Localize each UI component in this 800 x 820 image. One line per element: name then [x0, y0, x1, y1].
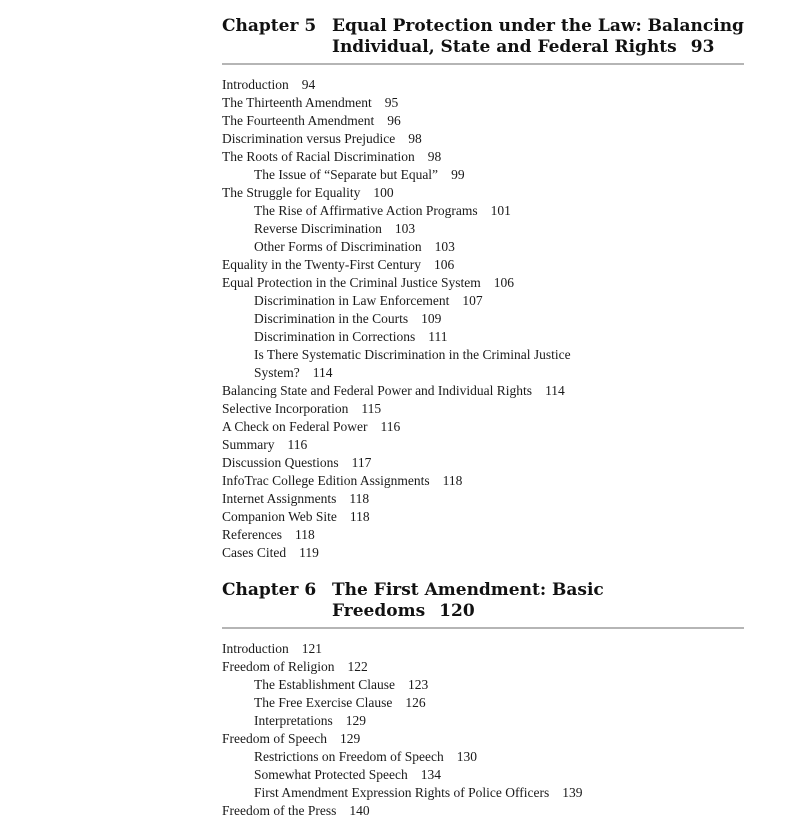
chapter-title: Equal Protection under the Law: Balancing Individual, State and Federal Rights: [332, 16, 744, 57]
toc-entry: [222, 202, 744, 220]
toc-entry: [222, 454, 744, 472]
toc-entry-page: 95: [384, 95, 399, 110]
toc-entry-title: Internet Assignments: [222, 491, 337, 506]
toc-entry-list: [222, 640, 744, 820]
toc-entry-title: Discrimination in Corrections: [254, 329, 416, 344]
chapter-heading: [222, 16, 744, 65]
toc-entry-page: 109: [421, 311, 442, 326]
toc-entry-page: 111: [428, 329, 448, 344]
toc-entry: [222, 76, 744, 94]
toc-entry-title: Discrimination in the Courts: [254, 311, 409, 326]
chapter-title-group: [332, 580, 744, 622]
toc-entry-title: Other Forms of Discrimination: [254, 239, 422, 254]
chapter-6-section: [222, 580, 744, 820]
toc-entry-page: 116: [380, 419, 401, 434]
toc-entry-title: Discussion Questions: [222, 455, 339, 470]
toc-entry: [222, 472, 744, 490]
toc-entry-title: The Rise of Affirmative Action Programs: [254, 203, 478, 218]
toc-entry-title: Restrictions on Freedom of Speech: [254, 749, 444, 764]
toc-entry: [222, 640, 744, 658]
toc-entry-page: 123: [407, 677, 429, 692]
toc-entry-title: Freedom of Speech: [222, 731, 327, 746]
toc-entry-title: A Check on Federal Power: [222, 419, 368, 434]
toc-entry: [222, 766, 744, 784]
toc-entry: [222, 490, 744, 508]
toc-entry-title: Cases Cited: [222, 545, 287, 560]
toc-entry-title: Discrimination versus Prejudice: [222, 131, 396, 146]
toc-entry-page: 106: [434, 257, 455, 272]
toc-entry: [222, 166, 744, 184]
toc-entry-page: 139: [562, 785, 583, 800]
toc-entry-title: Somewhat Protected Speech: [254, 767, 408, 782]
toc-entry-page: 118: [349, 509, 370, 524]
toc-entry: [222, 694, 744, 712]
toc-entry: [222, 544, 744, 562]
toc-entry: [222, 130, 744, 148]
toc-entry-title: Balancing State and Federal Power and Individual Rights: [222, 383, 533, 398]
toc-entry-page: 134: [420, 767, 441, 782]
toc-entry: [222, 436, 744, 454]
toc-entry-title: Discrimination in Law Enforcement: [254, 293, 450, 308]
toc-entry-title: First Amendment Expression Rights of Police Officers: [254, 785, 550, 800]
toc-entry-page: 129: [345, 713, 366, 728]
toc-entry-title: The Free Exercise Clause: [254, 695, 393, 710]
toc-entry-page: 98: [408, 131, 422, 146]
toc-entry-page: 140: [349, 803, 370, 818]
toc-entry-page: 98: [427, 149, 442, 164]
toc-entry-page: 107: [462, 293, 483, 308]
toc-entry: [222, 112, 744, 130]
toc-entry-page: 101: [490, 203, 511, 218]
toc-entry-title: Is There Systematic Discrimination in the Criminal Justice System?: [254, 347, 571, 380]
toc-entry: [222, 346, 614, 382]
toc-entry-page: 114: [312, 365, 333, 380]
toc-entry: [222, 400, 744, 418]
chapter-heading: [222, 580, 744, 629]
chapter-title: The First Amendment: Basic Freedoms: [332, 580, 604, 621]
toc-entry-page: 121: [301, 641, 322, 656]
toc-entry-page: 116: [287, 437, 308, 452]
toc-entry-page: 118: [442, 473, 463, 488]
toc-entry-title: Introduction: [222, 77, 289, 92]
toc-entry: [222, 418, 744, 436]
toc-entry-title: Freedom of Religion: [222, 659, 335, 674]
toc-entry-title: Freedom of the Press: [222, 803, 337, 818]
toc-entry-page: 118: [349, 491, 370, 506]
toc-entry-page: 100: [373, 185, 394, 200]
toc-entry-page: 129: [339, 731, 361, 746]
toc-entry: [222, 292, 744, 310]
chapter-page-number: 93: [690, 37, 715, 57]
toc-entry: [222, 784, 744, 802]
toc-entry: [222, 94, 744, 112]
toc-entry-page: 117: [351, 455, 372, 470]
toc-entry-page: 122: [347, 659, 368, 674]
toc-entry-title: Introduction: [222, 641, 289, 656]
toc-entry-page: 103: [394, 221, 416, 236]
toc-entry-page: 114: [545, 383, 565, 398]
toc-entry: [222, 256, 744, 274]
toc-entry: [222, 526, 744, 544]
toc-entry-page: 103: [434, 239, 455, 254]
chapter-page-number: 120: [439, 601, 475, 621]
toc-entry-page: 96: [387, 113, 401, 128]
toc-entry: [222, 802, 744, 820]
toc-entry-page: 119: [299, 545, 319, 560]
toc-entry-page: 130: [456, 749, 477, 764]
toc-entry-list: [222, 76, 744, 562]
chapter-label: Chapter 6: [222, 580, 317, 600]
toc-entry-page: 115: [361, 401, 382, 416]
toc-entry-page: 94: [301, 77, 316, 92]
toc-entry-page: 118: [294, 527, 315, 542]
toc-entry: [222, 238, 744, 256]
toc-entry: [222, 220, 744, 238]
toc-entry-title: The Struggle for Equality: [222, 185, 361, 200]
toc-entry: [222, 712, 744, 730]
toc-entry: [222, 676, 744, 694]
toc-entry: [222, 274, 744, 292]
toc-entry-title: Summary: [222, 437, 275, 452]
toc-entry: [222, 328, 744, 346]
toc-entry-title: InfoTrac College Edition Assignments: [222, 473, 430, 488]
toc-entry-title: Equality in the Twenty-First Century: [222, 257, 422, 272]
toc-entry-title: The Thirteenth Amendment: [222, 95, 372, 110]
toc-entry-title: Reverse Discrimination: [254, 221, 382, 236]
toc-entry-title: Companion Web Site: [222, 509, 337, 524]
chapter-label: Chapter 5: [222, 16, 317, 36]
toc-entry-page: 99: [451, 167, 465, 182]
toc-entry: [222, 310, 744, 328]
toc-entry-title: The Issue of “Separate but Equal”: [254, 167, 439, 182]
chapter-title-group: [332, 16, 744, 58]
toc-entry-title: The Establishment Clause: [254, 677, 395, 692]
toc-entry: [222, 382, 744, 400]
toc-entry-title: Equal Protection in the Criminal Justice System: [222, 275, 481, 290]
toc-entry: [222, 730, 744, 748]
toc-entry-title: The Roots of Racial Discrimination: [222, 149, 415, 164]
chapter-5-section: [222, 16, 744, 562]
toc-entry: [222, 184, 744, 202]
toc-entry-title: Interpretations: [254, 713, 333, 728]
toc-entry-page: 106: [493, 275, 514, 290]
toc-entry: [222, 658, 744, 676]
toc-entry: [222, 748, 744, 766]
toc-entry-title: Selective Incorporation: [222, 401, 349, 416]
toc-entry: [222, 148, 744, 166]
toc-entry: [222, 508, 744, 526]
toc-entry-title: The Fourteenth Amendment: [222, 113, 375, 128]
toc-entry-title: References: [222, 527, 282, 542]
toc-entry-page: 126: [405, 695, 426, 710]
